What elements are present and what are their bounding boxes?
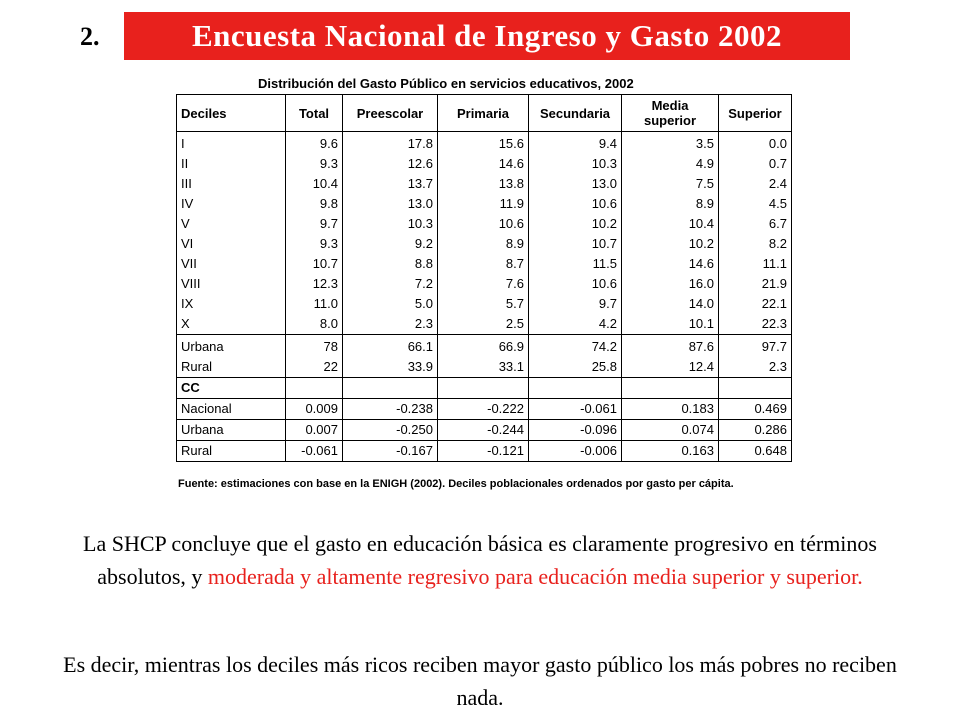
cell-value: 13.8 [438, 174, 529, 194]
header-total: Total [286, 95, 343, 132]
cell-value: 13.0 [343, 194, 438, 214]
cell-value: 11.0 [286, 294, 343, 314]
conclusion-highlight: moderada y altamente regresivo para educación media superior y superior. [207, 564, 863, 589]
cell-value: 10.2 [529, 214, 622, 234]
cell-value: 8.2 [719, 234, 792, 254]
cell-value: 10.2 [622, 234, 719, 254]
cell-value: 14.0 [622, 294, 719, 314]
cell-value: 9.7 [286, 214, 343, 234]
cc-row [177, 420, 792, 441]
conclusion-paragraph [40, 527, 920, 593]
cell-value: 0.7 [719, 154, 792, 174]
cell-value: 9.3 [286, 154, 343, 174]
row-label: IV [177, 194, 286, 214]
cell-value: -0.006 [529, 441, 622, 462]
cc-label-row [177, 378, 792, 399]
decile-row [177, 254, 792, 274]
row-label: VI [177, 234, 286, 254]
cell-value: 5.0 [343, 294, 438, 314]
empty-cell [529, 378, 622, 399]
cell-value: 7.2 [343, 274, 438, 294]
table-caption: Distribución del Gasto Público en servicios educativos, 2002 [258, 76, 634, 91]
cell-value: -0.061 [286, 441, 343, 462]
cell-value: 22 [286, 357, 343, 378]
header-media-superior: Media superior [622, 95, 719, 132]
cc-row [177, 399, 792, 420]
cell-value: 4.5 [719, 194, 792, 214]
cell-value: 2.4 [719, 174, 792, 194]
cc-label: CC [177, 378, 286, 399]
row-label: II [177, 154, 286, 174]
row-label: VII [177, 254, 286, 274]
cell-value: -0.244 [438, 420, 529, 441]
cell-value: 9.7 [529, 294, 622, 314]
decile-row [177, 174, 792, 194]
cell-value: 10.6 [529, 274, 622, 294]
cell-value: 10.7 [529, 234, 622, 254]
cc-row [177, 441, 792, 462]
row-label: Rural [177, 357, 286, 378]
cell-value: 0.648 [719, 441, 792, 462]
decile-row [177, 132, 792, 155]
table-header-row [177, 95, 792, 132]
cell-value: -0.096 [529, 420, 622, 441]
header-deciles: Deciles [177, 95, 286, 132]
cell-value: 8.0 [286, 314, 343, 335]
cell-value: 87.6 [622, 335, 719, 358]
cell-value: 66.1 [343, 335, 438, 358]
cell-value: 9.2 [343, 234, 438, 254]
row-label: III [177, 174, 286, 194]
cell-value: 78 [286, 335, 343, 358]
area-row [177, 335, 792, 358]
source-note: Fuente: estimaciones con base en la ENIGH (2002). Deciles poblacionales ordenados por gasto per cápita. [178, 478, 734, 490]
cell-value: 10.7 [286, 254, 343, 274]
cell-value: 7.6 [438, 274, 529, 294]
cell-value: 13.0 [529, 174, 622, 194]
row-label: Rural [177, 441, 286, 462]
row-label: V [177, 214, 286, 234]
cell-value: 8.7 [438, 254, 529, 274]
cell-value: 15.6 [438, 132, 529, 155]
cell-value: 66.9 [438, 335, 529, 358]
cell-value: 33.1 [438, 357, 529, 378]
cell-value: 2.3 [719, 357, 792, 378]
conclusion-text: La SHCP concluye que el gasto en educación básica es claramente progresivo en términos absolutos, y [83, 531, 877, 589]
cell-value: 25.8 [529, 357, 622, 378]
row-label: IX [177, 294, 286, 314]
decile-row [177, 234, 792, 254]
cell-value: 0.183 [622, 399, 719, 420]
cell-value: 9.3 [286, 234, 343, 254]
education-spending-table [176, 94, 792, 462]
cell-value: 10.4 [286, 174, 343, 194]
cell-value: -0.238 [343, 399, 438, 420]
cell-value: 12.3 [286, 274, 343, 294]
cell-value: 0.074 [622, 420, 719, 441]
cell-value: 9.4 [529, 132, 622, 155]
cell-value: 2.5 [438, 314, 529, 335]
cell-value: 12.6 [343, 154, 438, 174]
cell-value: 22.3 [719, 314, 792, 335]
row-label: VIII [177, 274, 286, 294]
cell-value: 10.1 [622, 314, 719, 335]
area-row [177, 357, 792, 378]
cell-value: 9.8 [286, 194, 343, 214]
cell-value: 9.6 [286, 132, 343, 155]
row-label: X [177, 314, 286, 335]
cell-value: -0.121 [438, 441, 529, 462]
cell-value: 11.1 [719, 254, 792, 274]
cell-value: 21.9 [719, 274, 792, 294]
decile-row [177, 294, 792, 314]
empty-cell [622, 378, 719, 399]
cell-value: 33.9 [343, 357, 438, 378]
row-label: Urbana [177, 335, 286, 358]
cell-value: 11.9 [438, 194, 529, 214]
decile-row [177, 214, 792, 234]
cell-value: 14.6 [622, 254, 719, 274]
cell-value: 0.007 [286, 420, 343, 441]
cell-value: 6.7 [719, 214, 792, 234]
header-superior: Superior [719, 95, 792, 132]
row-label: Nacional [177, 399, 286, 420]
cell-value: 10.6 [529, 194, 622, 214]
cell-value: 0.469 [719, 399, 792, 420]
cell-value: 74.2 [529, 335, 622, 358]
cell-value: 14.6 [438, 154, 529, 174]
cell-value: 10.4 [622, 214, 719, 234]
cell-value: 5.7 [438, 294, 529, 314]
empty-cell [438, 378, 529, 399]
row-label: I [177, 132, 286, 155]
cell-value: 8.9 [438, 234, 529, 254]
decile-row [177, 314, 792, 335]
slide-number: 2. [80, 22, 100, 51]
cell-value: 7.5 [622, 174, 719, 194]
cell-value: 4.2 [529, 314, 622, 335]
cell-value: 10.3 [529, 154, 622, 174]
cell-value: 17.8 [343, 132, 438, 155]
table-body [177, 132, 792, 462]
cell-value: -0.061 [529, 399, 622, 420]
cell-value: 8.8 [343, 254, 438, 274]
cell-value: 0.0 [719, 132, 792, 155]
header-secundaria: Secundaria [529, 95, 622, 132]
cell-value: 4.9 [622, 154, 719, 174]
cell-value: 22.1 [719, 294, 792, 314]
title-banner [124, 12, 850, 60]
empty-cell [286, 378, 343, 399]
cell-value: 0.009 [286, 399, 343, 420]
row-label: Urbana [177, 420, 286, 441]
cell-value: 8.9 [622, 194, 719, 214]
header-preescolar: Preescolar [343, 95, 438, 132]
decile-row [177, 194, 792, 214]
cell-value: 16.0 [622, 274, 719, 294]
cell-value: 12.4 [622, 357, 719, 378]
cell-value: 10.3 [343, 214, 438, 234]
header-primaria: Primaria [438, 95, 529, 132]
cell-value: -0.222 [438, 399, 529, 420]
decile-row [177, 154, 792, 174]
cell-value: 2.3 [343, 314, 438, 335]
cell-value: 13.7 [343, 174, 438, 194]
cell-value: 97.7 [719, 335, 792, 358]
cell-value: -0.167 [343, 441, 438, 462]
cell-value: 3.5 [622, 132, 719, 155]
summary-paragraph: Es decir, mientras los deciles más ricos reciben mayor gasto público los más pobres no reciben nada. [63, 652, 897, 710]
empty-cell [343, 378, 438, 399]
cell-value: -0.250 [343, 420, 438, 441]
cell-value: 0.163 [622, 441, 719, 462]
cell-value: 11.5 [529, 254, 622, 274]
decile-row [177, 274, 792, 294]
cell-value: 0.286 [719, 420, 792, 441]
cell-value: 10.6 [438, 214, 529, 234]
empty-cell [719, 378, 792, 399]
slide-title: Encuesta Nacional de Ingreso y Gasto 2002 [191, 18, 782, 53]
